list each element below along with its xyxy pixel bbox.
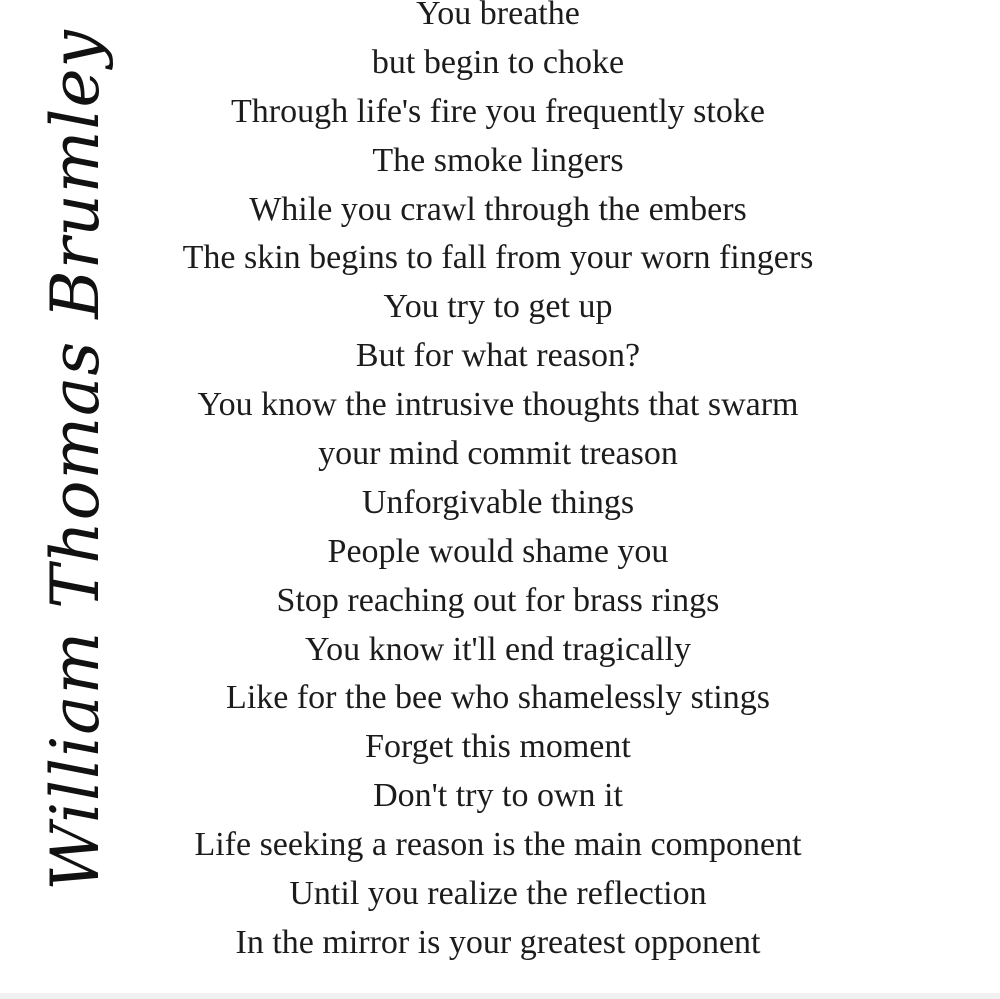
poem-line: The skin begins to fall from your worn fingers xyxy=(182,239,814,277)
poem-line: Until you realize the reflection xyxy=(289,875,707,913)
poem-line: People would shame you xyxy=(327,532,669,570)
poem-line: But for what reason? xyxy=(355,337,641,375)
poem-line: Like for the bee who shamelessly stings xyxy=(226,679,770,717)
poem-line: You try to get up xyxy=(383,288,613,326)
poem-line: but begin to choke xyxy=(371,43,625,81)
poem-line: In the mirror is your greatest opponent xyxy=(235,923,761,961)
poem-line: Forget this moment xyxy=(365,728,631,766)
poem-line: You breathe xyxy=(416,0,580,32)
poem-line: You know it'll end tragically xyxy=(304,630,692,668)
poem-line: While you crawl through the embers xyxy=(249,190,747,228)
poem-line: Through life's fire you frequently stoke xyxy=(231,92,765,130)
poem-line: The smoke lingers xyxy=(372,141,624,179)
poem-line: Unforgivable things xyxy=(361,483,635,521)
author-name: William Thomas Brumley xyxy=(37,29,114,891)
poem-line: Life seeking a reason is the main component xyxy=(194,826,802,864)
bottom-divider xyxy=(0,993,1000,999)
poem-line: Don't try to own it xyxy=(373,777,623,815)
poem-body xyxy=(183,0,814,968)
poem-line: You know the intrusive thoughts that swarm xyxy=(197,386,799,424)
poem-line: your mind commit treason xyxy=(318,435,678,473)
poem-line: Stop reaching out for brass rings xyxy=(276,581,720,619)
